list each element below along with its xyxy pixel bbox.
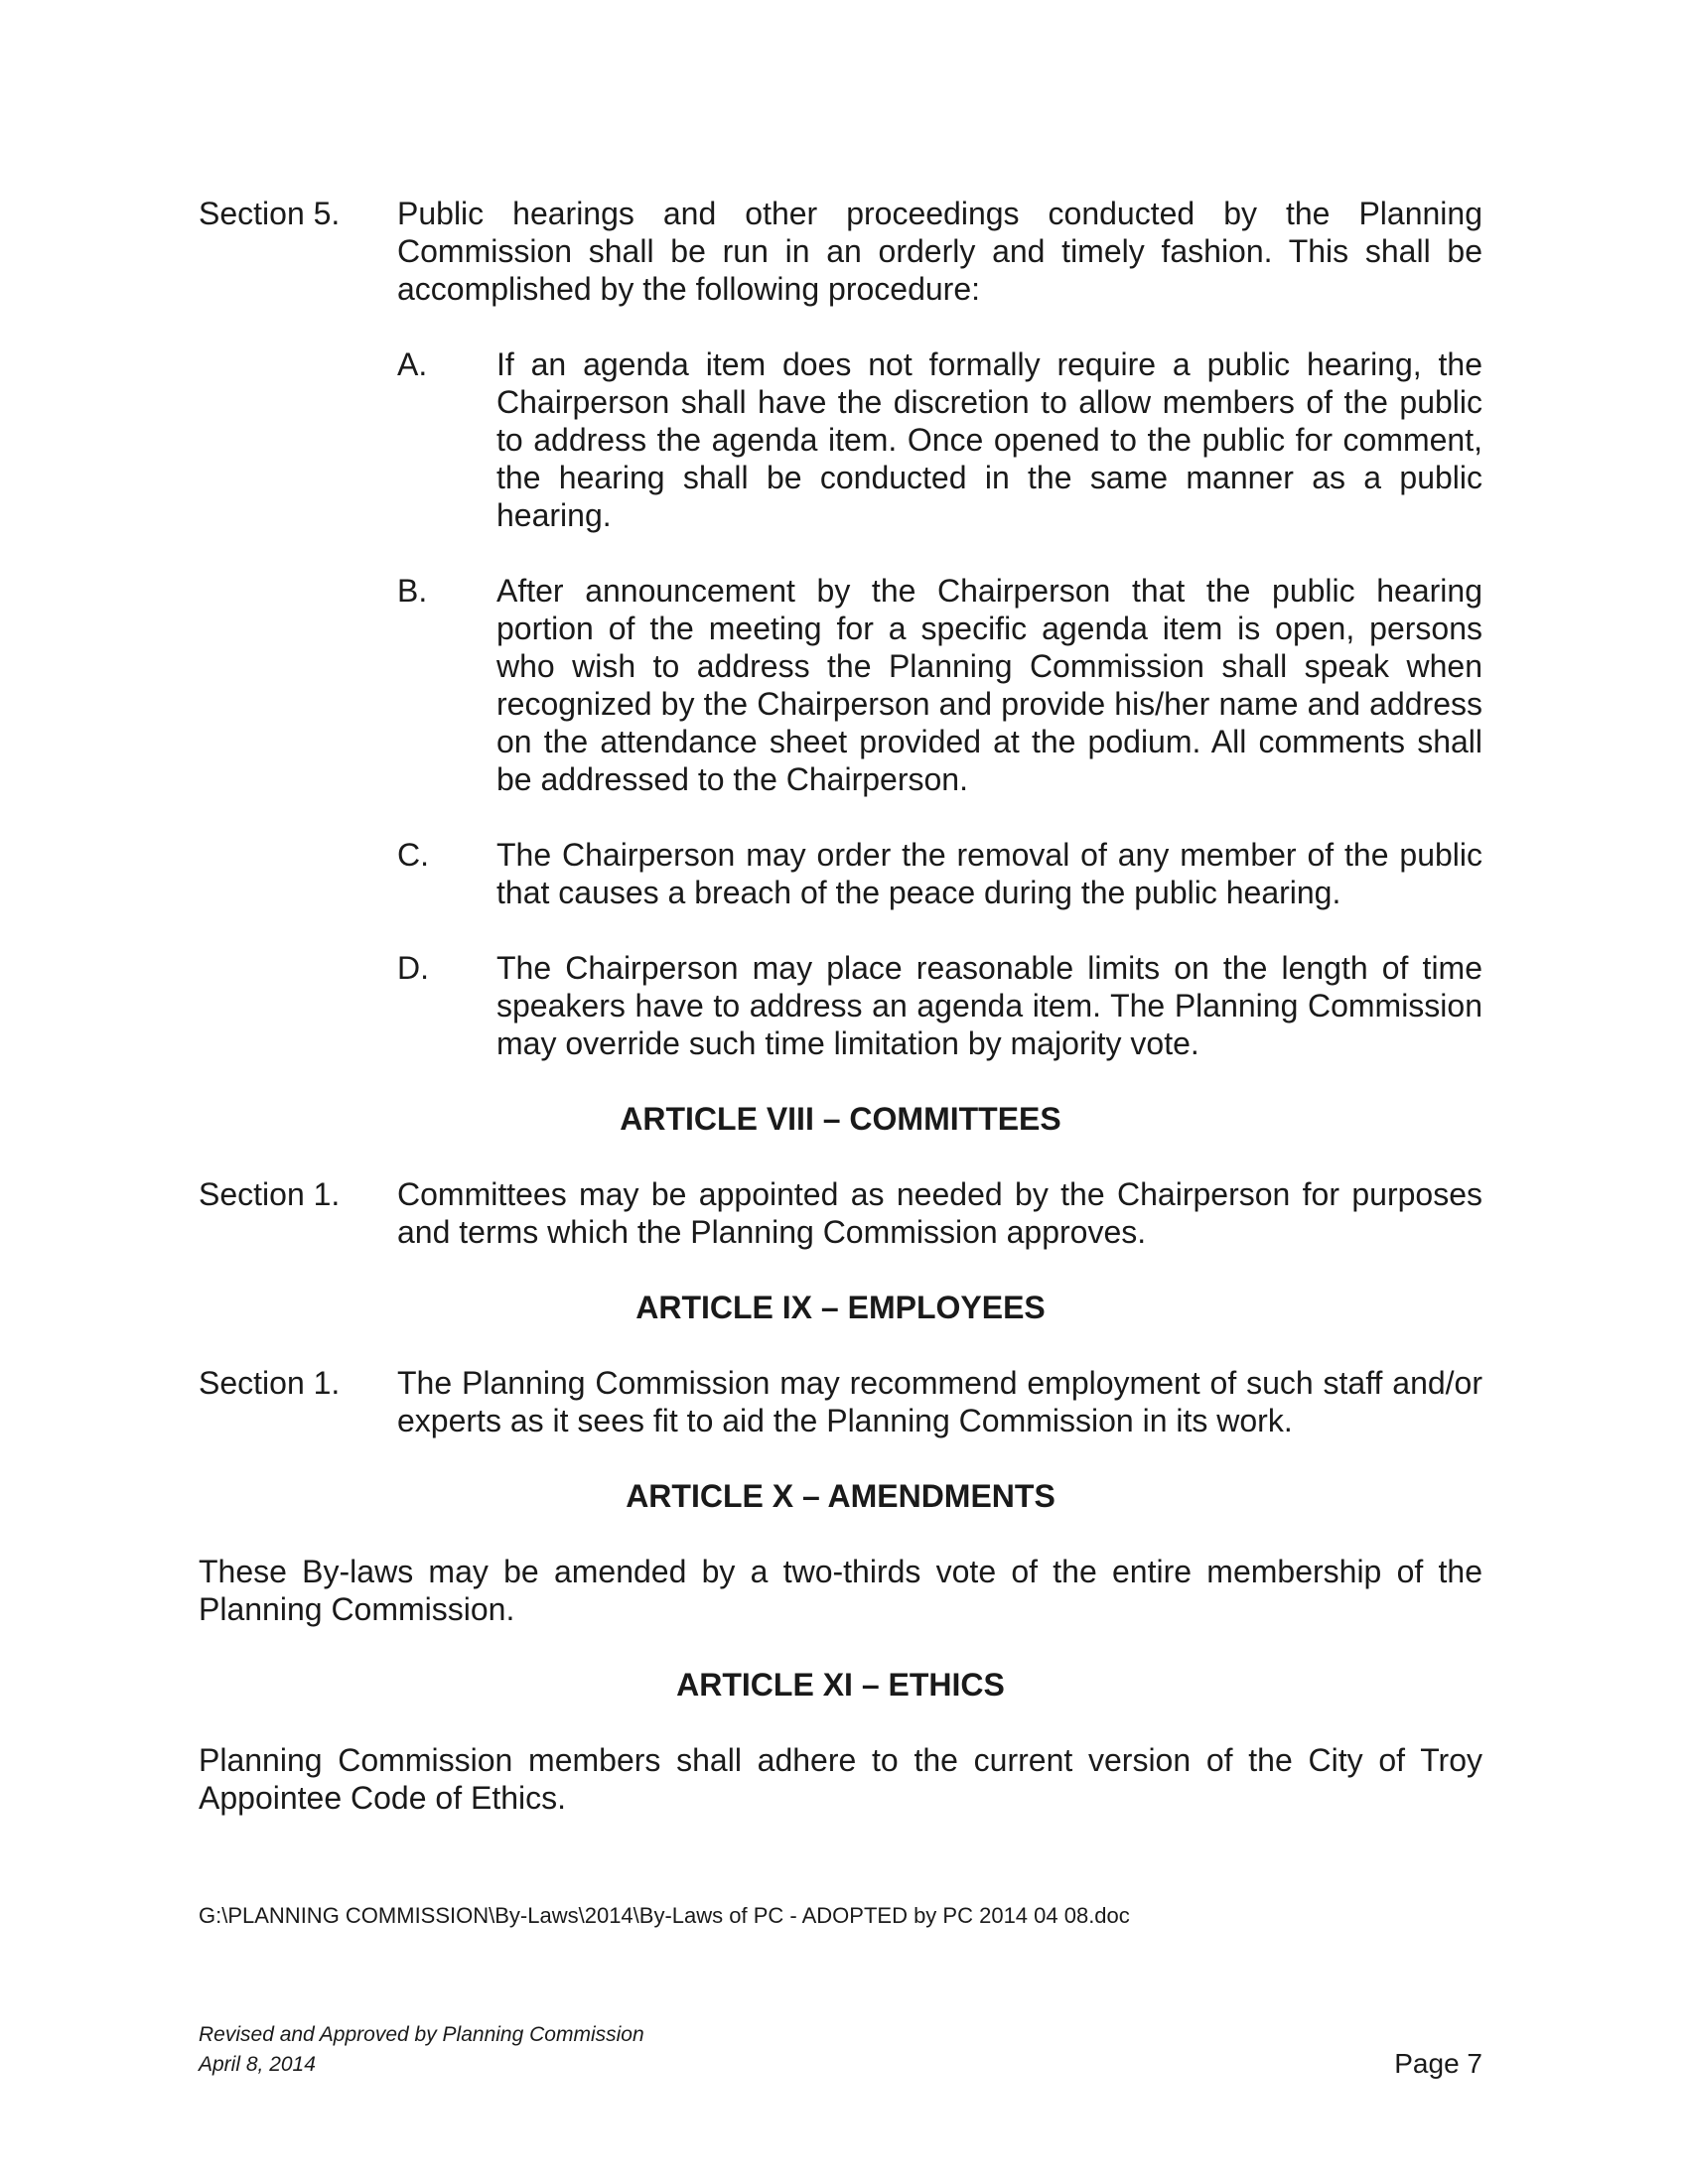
- item-letter: A.: [397, 346, 428, 382]
- document-page: [199, 195, 1482, 1854]
- article-heading-ethics: ARTICLE XI – ETHICS: [676, 1667, 1005, 1703]
- item-text: The Chairperson may place reasonable limits on the length of time speakers have to address an agenda item. The Planning Commission may override such time limitation by majority vote.: [496, 950, 1482, 1061]
- section-text: Public hearings and other proceedings conducted by the Planning Commission shall be run in an orderly and timely fashion. This shall be accomplished by the following procedure:: [397, 196, 1482, 307]
- item-letter: D.: [397, 950, 429, 986]
- list-item: [397, 836, 1482, 911]
- item-text: After announcement by the Chairperson that the public hearing portion of the meeting for a specific agenda item is open, persons who wish to address the Planning Commission shall speak when recognized by the Chairperson and provide his/her name and address on the attendance sheet provided at the podium. All comments shall be addressed to the Chairperson.: [496, 573, 1482, 797]
- page-number: Page 7: [1394, 2048, 1482, 2079]
- item-text: If an agenda item does not formally require a public hearing, the Chairperson shall have the discretion to allow members of the public to address the agenda item. Once opened to the public for comment, the hearing shall be conducted in the same manner as a public hearing.: [496, 346, 1482, 533]
- procedure-list: [397, 345, 1482, 1062]
- amendments-paragraph: These By-laws may be amended by a two-thirds vote of the entire membership of the Planning Commission.: [199, 1554, 1482, 1627]
- article-heading-employees: ARTICLE IX – EMPLOYEES: [635, 1290, 1046, 1325]
- footer-revision-note: [199, 2020, 644, 2080]
- article-heading-committees: ARTICLE VIII – COMMITTEES: [620, 1101, 1061, 1137]
- section-label: Section 1.: [199, 1176, 341, 1212]
- footer-line-2: April 8, 2014: [199, 2053, 316, 2076]
- article-8-section-1: [199, 1175, 1482, 1251]
- article-9-section-1: [199, 1364, 1482, 1439]
- list-item: [397, 949, 1482, 1062]
- section-text: Committees may be appointed as needed by the Chairperson for purposes and terms which the Planning Commission approves.: [397, 1176, 1482, 1250]
- list-item: [397, 345, 1482, 534]
- footer-line-1: Revised and Approved by Planning Commission: [199, 2023, 644, 2046]
- section-text: The Planning Commission may recommend employment of such staff and/or experts as it sees fit to aid the Planning Commission in its work.: [397, 1365, 1482, 1438]
- section-5: [199, 195, 1482, 308]
- section-label: Section 5.: [199, 196, 341, 231]
- item-text: The Chairperson may order the removal of any member of the public that causes a breach of the peace during the public hearing.: [496, 837, 1482, 910]
- list-item: [397, 572, 1482, 798]
- item-letter: B.: [397, 573, 428, 609]
- article-heading-amendments: ARTICLE X – AMENDMENTS: [626, 1478, 1055, 1514]
- item-letter: C.: [397, 837, 429, 873]
- ethics-paragraph: Planning Commission members shall adhere to the current version of the City of Troy Appointee Code of Ethics.: [199, 1742, 1482, 1816]
- file-path: G:\PLANNING COMMISSION\By-Laws\2014\By-Laws of PC - ADOPTED by PC 2014 04 08.doc: [199, 1903, 1130, 1928]
- section-label: Section 1.: [199, 1365, 341, 1401]
